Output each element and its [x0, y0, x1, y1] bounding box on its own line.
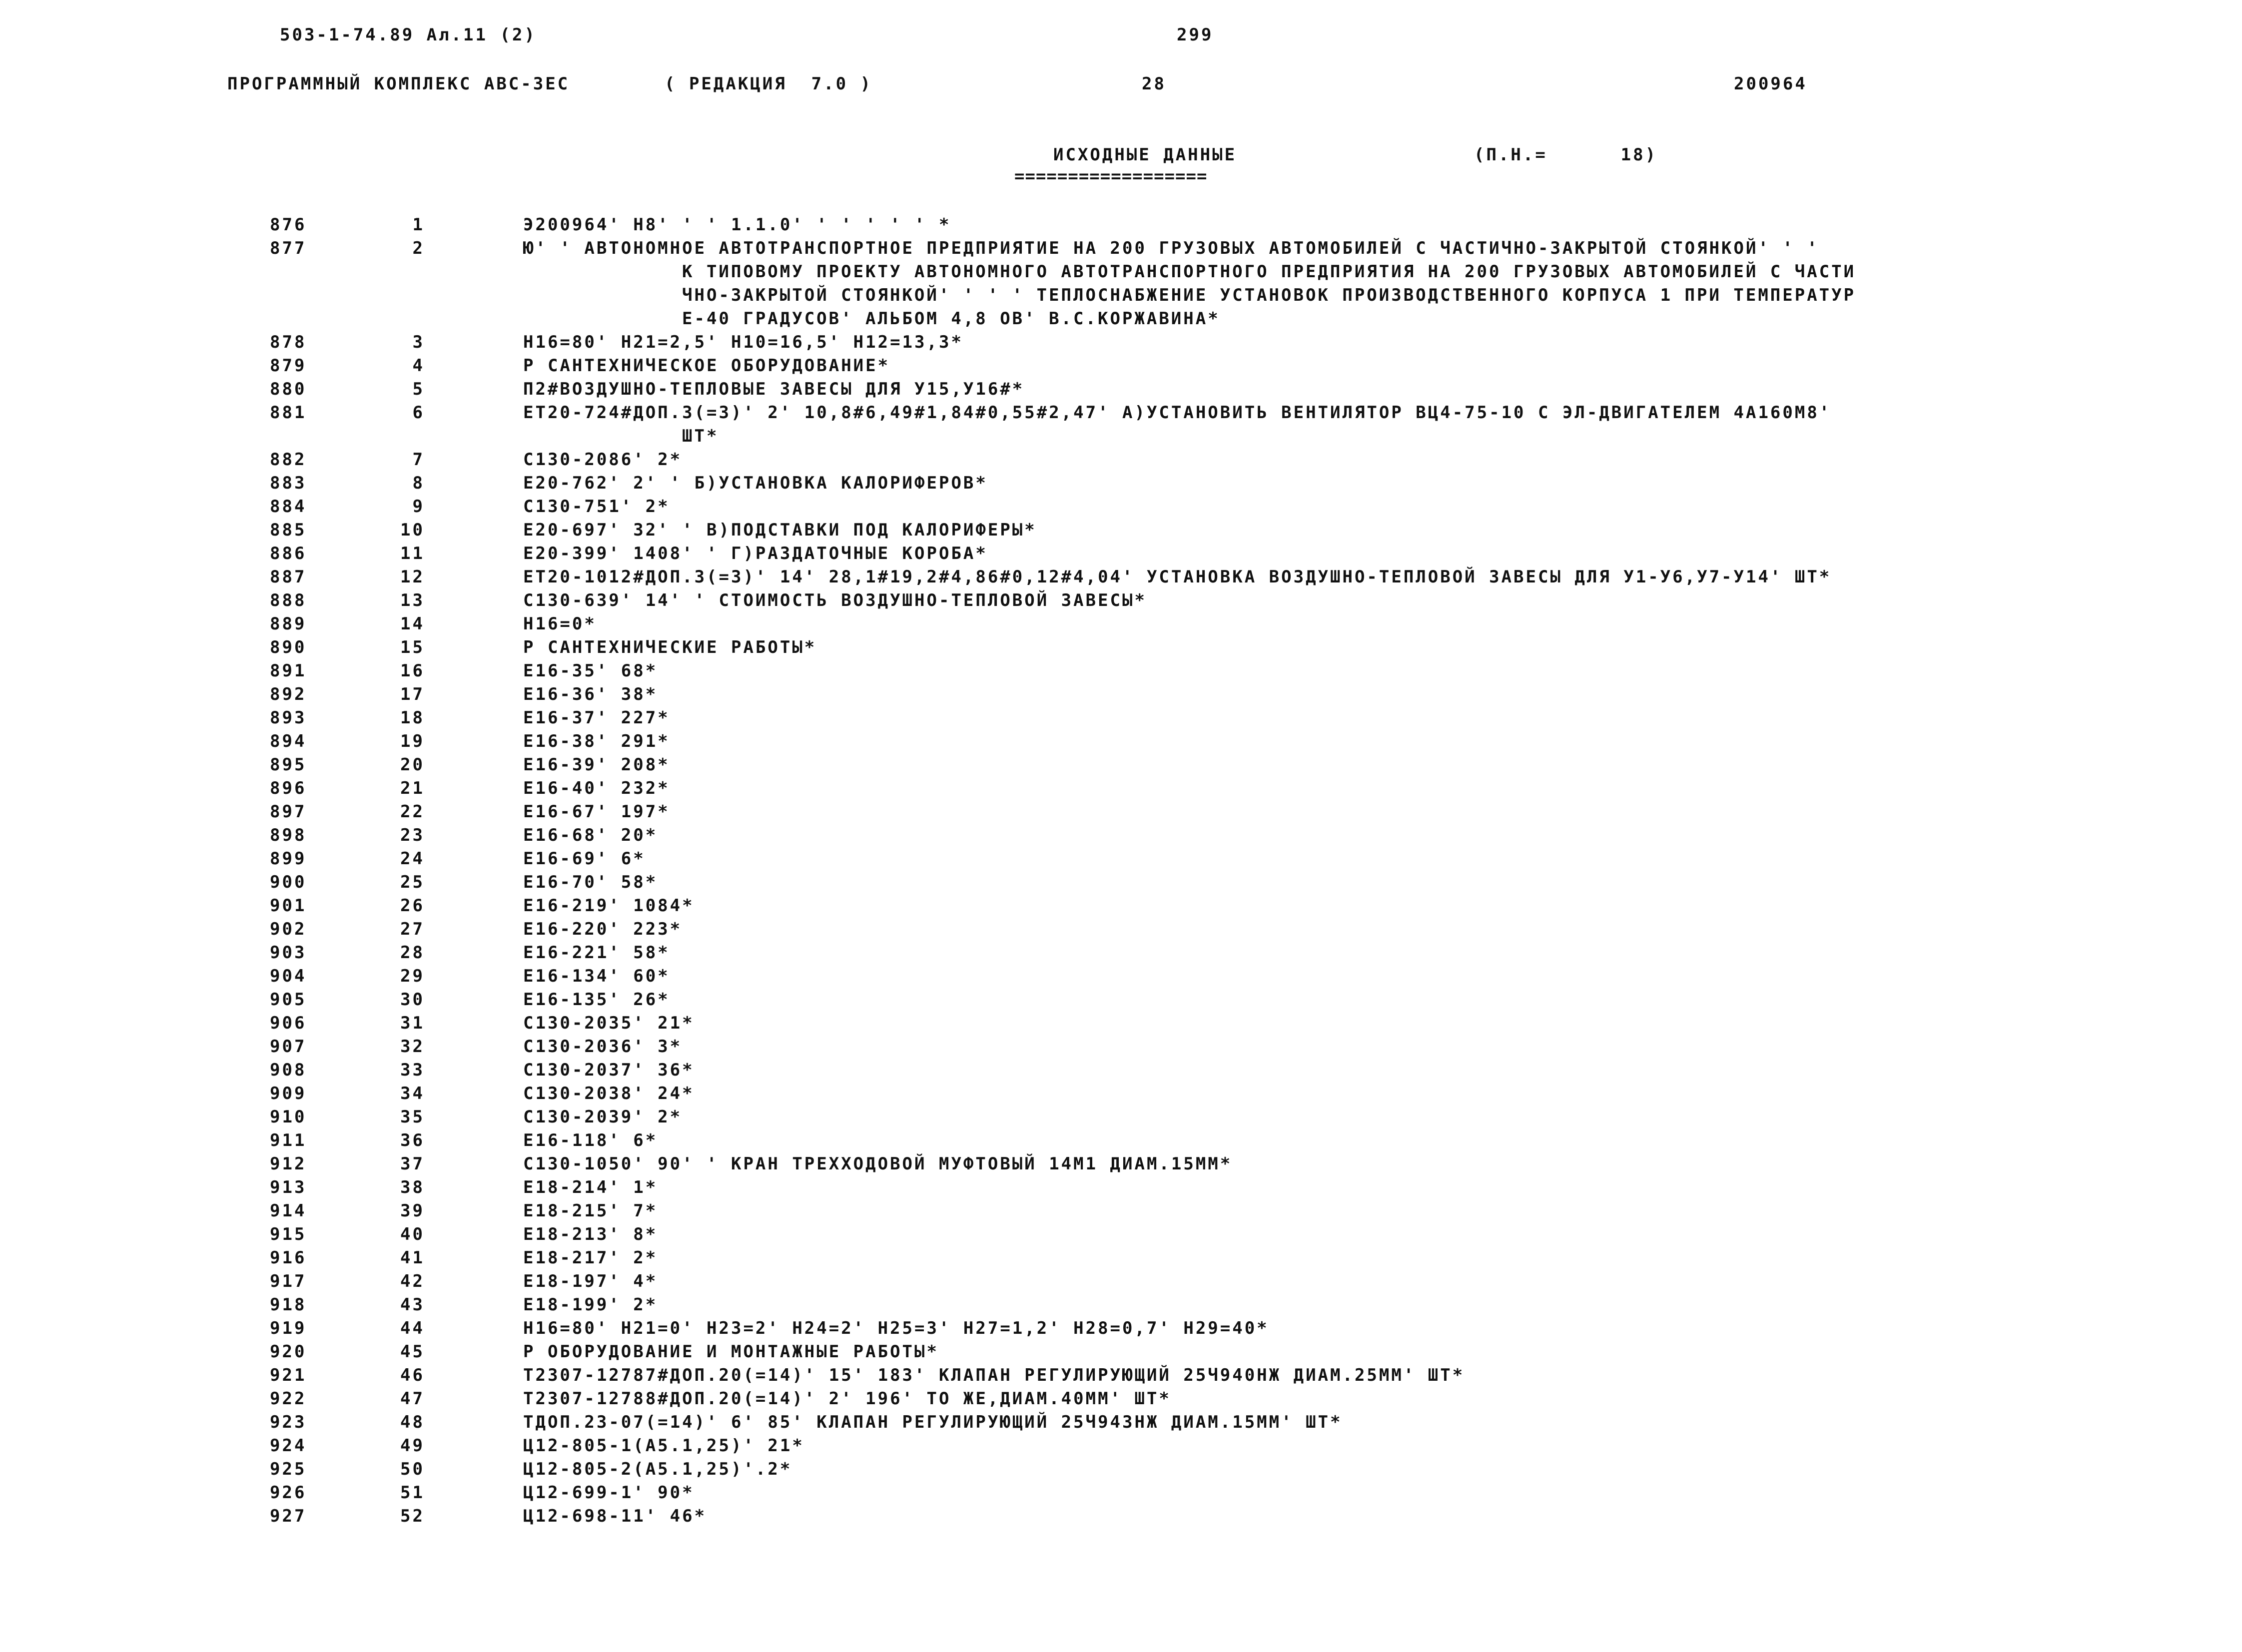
row-number: 905 — [270, 990, 307, 1010]
row-number: 911 — [270, 1130, 307, 1150]
row-text: Е20-762' 2' ' Б)УСТАНОВКА КАЛОРИФЕРОВ* — [523, 473, 988, 493]
row-number: 893 — [270, 708, 307, 728]
doc-code: 503-1-74.89 Ал.11 (2) — [280, 25, 537, 45]
row-number: 903 — [270, 943, 307, 963]
row-text: Е18-199' 2* — [523, 1295, 658, 1315]
row-continuation: ЧНО-ЗАКРЫТОЙ СТОЯНКОЙ' ' ' ' ТЕПЛОСНАБЖЕНИЕ УСТАНОВОК ПРОИЗВОДСТВЕННОГО КОРПУСА 1 ПРИ ТЕМПЕРАТУР — [682, 285, 1856, 305]
row-number: 906 — [270, 1013, 307, 1033]
row-number: 912 — [270, 1154, 307, 1174]
row-sequence: 10 — [400, 520, 425, 540]
row-number: 919 — [270, 1318, 307, 1338]
row-sequence: 46 — [400, 1365, 425, 1385]
row-continuation: Е-40 ГРАДУСОВ' АЛЬБОМ 4,8 ОВ' В.С.КОРЖАВИНА* — [682, 309, 1220, 329]
row-text: Е16-219' 1084* — [523, 896, 695, 916]
row-sequence: 30 — [400, 990, 425, 1010]
row-continuation: К ТИПОВОМУ ПРОЕКТУ АВТОНОМНОГО АВТОТРАНСПОРТНОГО ПРЕДПРИЯТИЯ НА 200 ГРУЗОВЫХ АВТОМОБИЛЕЙ С ЧАСТИ — [682, 262, 1856, 282]
row-sequence: 11 — [400, 544, 425, 563]
row-text: С130-2037' 36* — [523, 1060, 695, 1080]
row-text: С130-2086' 2* — [523, 450, 683, 470]
row-text: Е18-197' 4* — [523, 1271, 658, 1291]
row-number: 917 — [270, 1271, 307, 1291]
document-code: 200964 — [1734, 74, 1807, 94]
row-number: 888 — [270, 590, 307, 610]
row-text: Е18-214' 1* — [523, 1177, 658, 1197]
row-text: С130-2038' 24* — [523, 1084, 695, 1103]
row-number: 877 — [270, 238, 307, 258]
row-number: 894 — [270, 731, 307, 751]
row-text: Н16=0* — [523, 614, 597, 634]
row-text: Ю' ' АВТОНОМНОЕ АВТОТРАНСПОРТНОЕ ПРЕДПРИЯТИЕ НА 200 ГРУЗОВЫХ АВТОМОБИЛЕЙ С ЧАСТИЧНО-ЗАКРЫТОЙ СТОЯНКОЙ' ' ' — [523, 238, 1819, 258]
row-number: 897 — [270, 802, 307, 822]
row-sequence: 37 — [400, 1154, 425, 1174]
row-sequence: 51 — [400, 1483, 425, 1503]
row-text: Ц12-699-1' 90* — [523, 1483, 695, 1503]
row-sequence: 41 — [400, 1248, 425, 1268]
row-sequence: 17 — [400, 684, 425, 704]
row-sequence: 31 — [400, 1013, 425, 1033]
row-number: 882 — [270, 450, 307, 470]
row-text: Т2307-12788#ДОП.20(=14)' 2' 196' ТО ЖЕ,ДИАМ.40ММ' ШТ* — [523, 1389, 1171, 1409]
row-sequence: 4 — [412, 356, 425, 376]
program-name: ПРОГРАММНЫЙ КОМПЛЕКС АВС-3ЕС — [227, 74, 570, 94]
row-text: С130-751' 2* — [523, 497, 670, 517]
row-sequence: 48 — [400, 1412, 425, 1432]
row-sequence: 42 — [400, 1271, 425, 1291]
row-sequence: 15 — [400, 637, 425, 657]
row-sequence: 47 — [400, 1389, 425, 1409]
row-sequence: 40 — [400, 1224, 425, 1244]
row-text: Е16-68' 20* — [523, 825, 658, 845]
row-text: Е16-220' 223* — [523, 919, 683, 939]
row-sequence: 34 — [400, 1084, 425, 1103]
row-text: Е16-221' 58* — [523, 943, 670, 963]
row-number: 880 — [270, 379, 307, 399]
row-text: Е20-399' 1408' ' Г)РАЗДАТОЧНЫЕ КОРОБА* — [523, 544, 988, 563]
row-number: 923 — [270, 1412, 307, 1432]
row-text: Е18-217' 2* — [523, 1248, 658, 1268]
row-number: 884 — [270, 497, 307, 517]
row-number: 883 — [270, 473, 307, 493]
page-index: (П.Н.= 18) — [1474, 145, 1658, 165]
page-number: 299 — [1177, 25, 1214, 45]
section-underline: ================== — [1014, 166, 1208, 186]
row-sequence: 12 — [400, 567, 425, 587]
row-sequence: 1 — [412, 215, 425, 235]
row-text: С130-2036' 3* — [523, 1037, 683, 1057]
row-sequence: 26 — [400, 896, 425, 916]
row-number: 896 — [270, 778, 307, 798]
row-text: Е16-118' 6* — [523, 1130, 658, 1150]
row-sequence: 32 — [400, 1037, 425, 1057]
row-sequence: 52 — [400, 1506, 425, 1526]
row-number: 920 — [270, 1342, 307, 1362]
row-number: 890 — [270, 637, 307, 657]
row-number: 908 — [270, 1060, 307, 1080]
row-number: 907 — [270, 1037, 307, 1057]
row-text: Ц12-805-2(А5.1,25)'.2* — [523, 1459, 792, 1479]
row-number: 892 — [270, 684, 307, 704]
row-sequence: 18 — [400, 708, 425, 728]
row-number: 918 — [270, 1295, 307, 1315]
row-text: Н16=80' Н21=2,5' Н10=16,5' Н12=13,3* — [523, 332, 963, 352]
row-number: 910 — [270, 1107, 307, 1127]
row-text: С130-1050' 90' ' КРАН ТРЕХХОДОВОЙ МУФТОВЫЙ 14М1 ДИАМ.15ММ* — [523, 1154, 1233, 1174]
row-text: Е16-35' 68* — [523, 661, 658, 681]
row-sequence: 2 — [412, 238, 425, 258]
row-sequence: 16 — [400, 661, 425, 681]
row-number: 901 — [270, 896, 307, 916]
row-text: Е16-70' 58* — [523, 872, 658, 892]
row-sequence: 29 — [400, 966, 425, 986]
row-number: 886 — [270, 544, 307, 563]
row-number: 927 — [270, 1506, 307, 1526]
row-text: Е16-134' 60* — [523, 966, 670, 986]
row-text: П2#ВОЗДУШНО-ТЕПЛОВЫЕ ЗАВЕСЫ ДЛЯ У15,У16#* — [523, 379, 1025, 399]
row-sequence: 6 — [412, 403, 425, 423]
row-sequence: 50 — [400, 1459, 425, 1479]
row-text: Е16-135' 26* — [523, 990, 670, 1010]
row-continuation: ШТ* — [682, 426, 719, 446]
row-sequence: 27 — [400, 919, 425, 939]
row-text: Е16-69' 6* — [523, 849, 646, 869]
row-sequence: 9 — [412, 497, 425, 517]
row-text: Е16-39' 208* — [523, 755, 670, 775]
row-sequence: 45 — [400, 1342, 425, 1362]
row-sequence: 19 — [400, 731, 425, 751]
row-number: 916 — [270, 1248, 307, 1268]
row-sequence: 7 — [412, 450, 425, 470]
row-text: ЕТ20-1012#ДОП.3(=3)' 14' 28,1#19,2#4,86#0,12#4,04' УСТАНОВКА ВОЗДУШНО-ТЕПЛОВОЙ ЗАВЕСЫ ДЛЯ У1-У6,У7-У14' ШТ* — [523, 567, 1832, 587]
edition: ( РЕДАКЦИЯ 7.0 ) — [665, 74, 872, 94]
row-number: 876 — [270, 215, 307, 235]
row-text: Ц12-805-1(А5.1,25)' 21* — [523, 1436, 804, 1456]
row-text: Р САНТЕХНИЧЕСКИЕ РАБОТЫ* — [523, 637, 817, 657]
section-title: ИСХОДНЫЕ ДАННЫЕ — [1053, 145, 1237, 165]
row-sequence: 28 — [400, 943, 425, 963]
row-sequence: 25 — [400, 872, 425, 892]
row-number: 885 — [270, 520, 307, 540]
row-number: 899 — [270, 849, 307, 869]
row-text: Р САНТЕХНИЧЕСКОЕ ОБОРУДОВАНИЕ* — [523, 356, 890, 376]
row-sequence: 24 — [400, 849, 425, 869]
row-number: 887 — [270, 567, 307, 587]
row-text: С130-639' 14' ' СТОИМОСТЬ ВОЗДУШНО-ТЕПЛОВОЙ ЗАВЕСЫ* — [523, 590, 1147, 610]
row-number: 921 — [270, 1365, 307, 1385]
row-number: 926 — [270, 1483, 307, 1503]
row-sequence: 22 — [400, 802, 425, 822]
row-sequence: 14 — [400, 614, 425, 634]
row-number: 925 — [270, 1459, 307, 1479]
row-sequence: 33 — [400, 1060, 425, 1080]
row-text: Р ОБОРУДОВАНИЕ И МОНТАЖНЫЕ РАБОТЫ* — [523, 1342, 939, 1362]
row-text: Е18-215' 7* — [523, 1201, 658, 1221]
row-sequence: 36 — [400, 1130, 425, 1150]
row-text: Е16-67' 197* — [523, 802, 670, 822]
row-number: 898 — [270, 825, 307, 845]
row-text: Е18-213' 8* — [523, 1224, 658, 1244]
row-text: Е20-697' 32' ' В)ПОДСТАВКИ ПОД КАЛОРИФЕРЫ* — [523, 520, 1037, 540]
row-text: Т2307-12787#ДОП.20(=14)' 15' 183' КЛАПАН РЕГУЛИРУЮЩИЙ 25Ч940НЖ ДИАМ.25ММ' ШТ* — [523, 1365, 1465, 1385]
row-number: 914 — [270, 1201, 307, 1221]
row-sequence: 3 — [412, 332, 425, 352]
row-text: Ц12-698-11' 46* — [523, 1506, 707, 1526]
row-text: Е16-37' 227* — [523, 708, 670, 728]
row-number: 891 — [270, 661, 307, 681]
row-number: 922 — [270, 1389, 307, 1409]
row-sequence: 43 — [400, 1295, 425, 1315]
row-sequence: 39 — [400, 1201, 425, 1221]
row-text: Э200964' Н8' ' ' 1.1.0' ' ' ' ' ' * — [523, 215, 951, 235]
row-number: 909 — [270, 1084, 307, 1103]
row-number: 895 — [270, 755, 307, 775]
row-sequence: 44 — [400, 1318, 425, 1338]
row-text: Е16-40' 232* — [523, 778, 670, 798]
row-sequence: 35 — [400, 1107, 425, 1127]
row-number: 878 — [270, 332, 307, 352]
sheet-number: 28 — [1142, 74, 1166, 94]
row-text: Н16=80' Н21=0' Н23=2' Н24=2' Н25=3' Н27=1,2' Н28=0,7' Н29=40* — [523, 1318, 1269, 1338]
row-number: 915 — [270, 1224, 307, 1244]
row-text: Е16-36' 38* — [523, 684, 658, 704]
row-number: 913 — [270, 1177, 307, 1197]
row-number: 902 — [270, 919, 307, 939]
row-text: ЕТ20-724#ДОП.3(=3)' 2' 10,8#6,49#1,84#0,55#2,47' А)УСТАНОВИТЬ ВЕНТИЛЯТОР ВЦ4-75-10 С ЭЛ-ДВИГАТЕЛЕМ 4А160М8' — [523, 403, 1832, 423]
row-number: 879 — [270, 356, 307, 376]
row-number: 881 — [270, 403, 307, 423]
row-text: ТДОП.23-07(=14)' 6' 85' КЛАПАН РЕГУЛИРУЮЩИЙ 25Ч943НЖ ДИАМ.15ММ' ШТ* — [523, 1412, 1343, 1432]
row-sequence: 23 — [400, 825, 425, 845]
row-text: Е16-38' 291* — [523, 731, 670, 751]
row-text: С130-2035' 21* — [523, 1013, 695, 1033]
row-sequence: 21 — [400, 778, 425, 798]
row-number: 904 — [270, 966, 307, 986]
row-number: 900 — [270, 872, 307, 892]
row-sequence: 49 — [400, 1436, 425, 1456]
row-text: С130-2039' 2* — [523, 1107, 683, 1127]
row-sequence: 20 — [400, 755, 425, 775]
row-number: 889 — [270, 614, 307, 634]
row-sequence: 8 — [412, 473, 425, 493]
row-sequence: 5 — [412, 379, 425, 399]
row-sequence: 13 — [400, 590, 425, 610]
row-number: 924 — [270, 1436, 307, 1456]
row-sequence: 38 — [400, 1177, 425, 1197]
